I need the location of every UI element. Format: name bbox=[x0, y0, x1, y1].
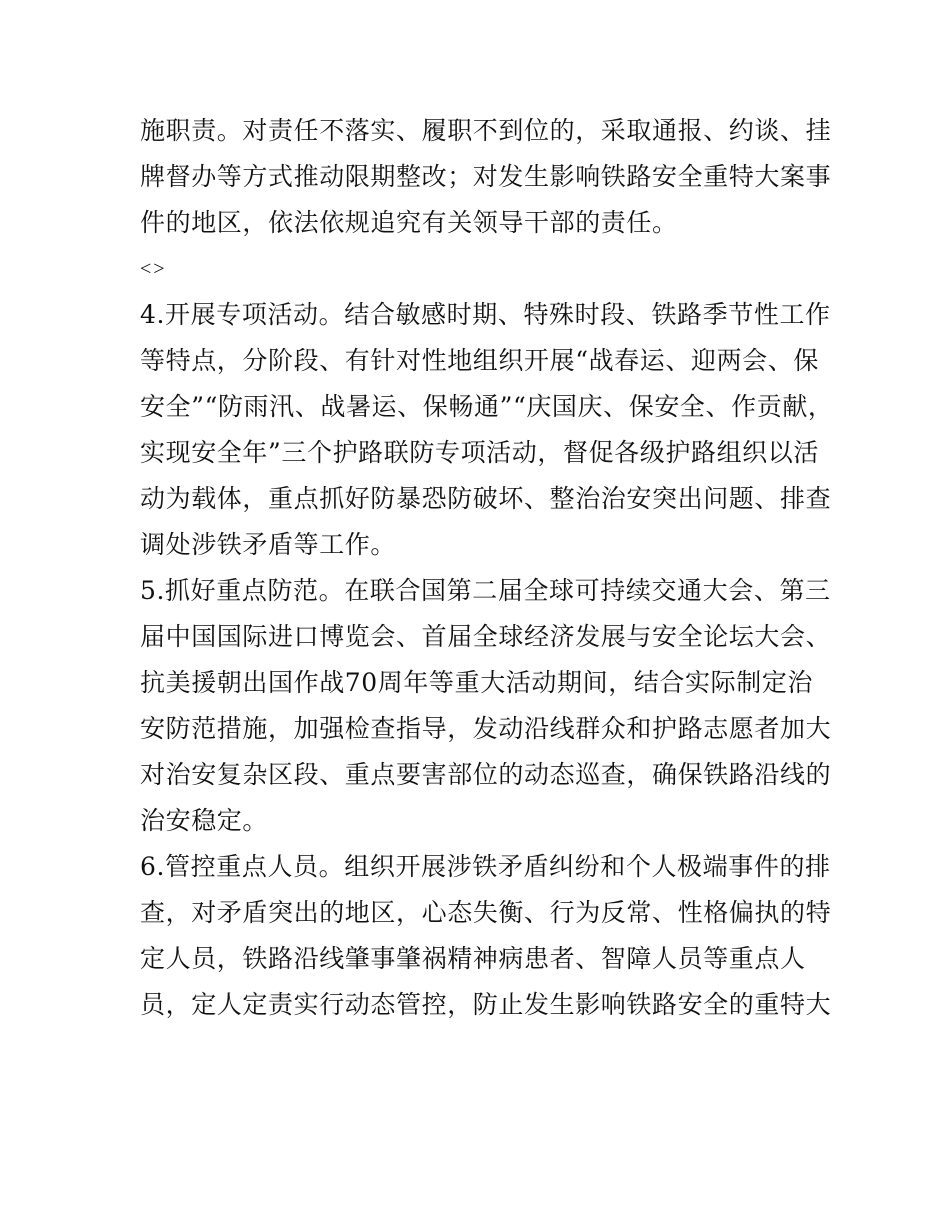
paragraph-line: 安全”“防雨汛、战暑运、保畅通”“庆国庆、保安全、作贡献， bbox=[140, 392, 834, 421]
paragraph-line: 安防范措施，加强检查指导，发动沿线群众和护路志愿者加大 bbox=[140, 714, 832, 743]
paragraph-line: 查，对矛盾突出的地区，心态失衡、行为反常、性格偏执的特 bbox=[140, 898, 832, 927]
paragraph-line: 实现安全年”三个护路联防专项活动，督促各级护路组织以活 bbox=[140, 438, 819, 467]
paragraph-line: 调处涉铁矛盾等工作。 bbox=[140, 530, 397, 559]
paragraph-line: 施职责。对责任不落实、履职不到位的，采取通报、约谈、挂 bbox=[140, 116, 832, 145]
paragraph-line: 对治安复杂区段、重点要害部位的动态巡查，确保铁路沿线的 bbox=[140, 760, 832, 789]
paragraph-line: 牌督办等方式推动限期整改；对发生影响铁路安全重特大案事 bbox=[140, 162, 832, 191]
separator-marker: <> bbox=[140, 258, 167, 280]
paragraph-line: 件的地区，依法依规追究有关领导干部的责任。 bbox=[140, 208, 678, 237]
document-body bbox=[140, 108, 834, 1028]
paragraph-line: 动为载体，重点抓好防暴恐防破坏、整治治安突出问题、排查 bbox=[140, 484, 832, 513]
paragraph-line: 员，定人定责实行动态管控，防止发生影响铁路安全的重特大 bbox=[140, 990, 832, 1019]
paragraph-line: 等特点，分阶段、有针对性地组织开展“战春运、迎两会、保 bbox=[140, 346, 819, 375]
paragraph-line: 届中国国际进口博览会、首届全球经济发展与安全论坛大会、 bbox=[140, 622, 832, 651]
paragraph-line: 6.管控重点人员。组织开展涉铁矛盾纠纷和个人极端事件的排 bbox=[140, 852, 831, 881]
paragraph-line: 4.开展专项活动。结合敏感时期、特殊时段、铁路季节性工作 bbox=[140, 300, 831, 329]
paragraph-line: 定人员，铁路沿线肇事肇祸精神病患者、智障人员等重点人 bbox=[140, 944, 806, 973]
paragraph-line: 5.抓好重点防范。在联合国第二届全球可持续交通大会、第三 bbox=[140, 576, 831, 605]
paragraph-line: 抗美援朝出国作战70周年等重大活动期间，结合实际制定治 bbox=[140, 668, 814, 697]
paragraph-line: 治安稳定。 bbox=[140, 806, 269, 835]
